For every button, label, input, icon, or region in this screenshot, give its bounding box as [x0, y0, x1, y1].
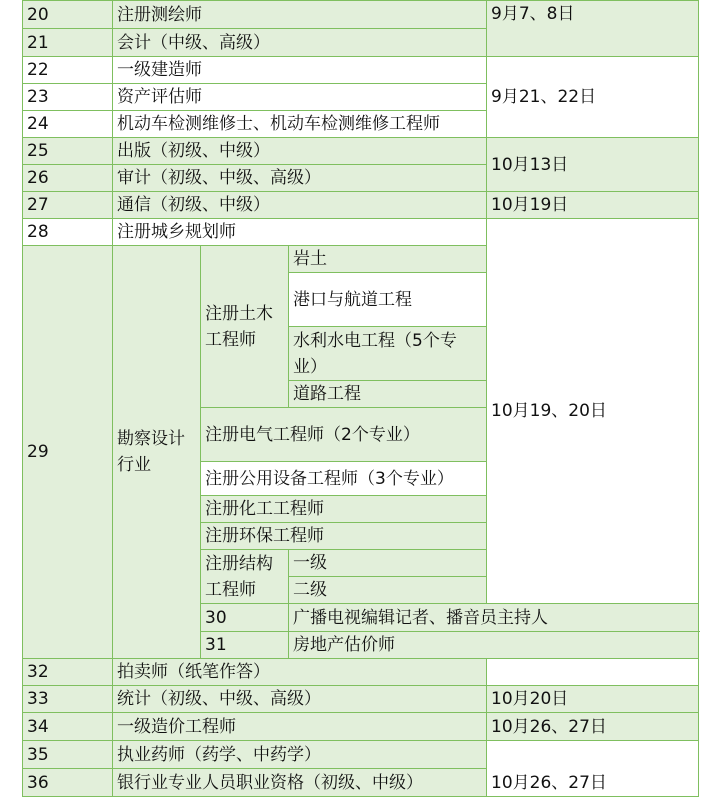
exam-name: 机动车检测维修士、机动车检测维修工程师 [113, 111, 487, 138]
sub-category-name: 注册化工工程师 [201, 496, 487, 523]
exam-name: 执业药师（药学、中药学） [113, 741, 487, 769]
row-number: 33 [23, 686, 113, 713]
table-row [23, 659, 699, 686]
row-number: 23 [23, 84, 113, 111]
exam-name: 通信（初级、中级） [113, 192, 487, 219]
specialty-name: 一级 [289, 550, 487, 577]
row-number: 32 [23, 659, 113, 686]
row-number: 28 [23, 219, 113, 246]
row-number: 25 [23, 138, 113, 165]
exam-date: 10月20日 [487, 686, 699, 713]
exam-date: 10月19、20日 [487, 219, 699, 604]
exam-name: 出版（初级、中级） [113, 138, 487, 165]
row-number: 34 [23, 713, 113, 741]
exam-date: 10月26、27日 [487, 713, 699, 741]
exam-name: 广播电视编辑记者、播音员主持人 [289, 604, 699, 632]
row-number: 31 [201, 632, 289, 659]
exam-name: 房地产估价师 [289, 632, 699, 659]
row-number: 24 [23, 111, 113, 138]
sub-category-name: 注册公用设备工程师（3个专业） [201, 462, 487, 496]
exam-date: 9月7、8日 [487, 1, 699, 57]
table-row [23, 219, 699, 246]
sub-category-name: 注册环保工程师 [201, 523, 487, 550]
table-row [23, 1, 699, 29]
exam-name: 资产评估师 [113, 84, 487, 111]
row-number: 29 [23, 246, 113, 659]
sub-category-name: 注册结构工程师 [201, 550, 289, 604]
row-number: 21 [23, 29, 113, 57]
specialty-name: 岩土 [289, 246, 487, 273]
exam-date: 10月19日 [487, 192, 699, 219]
exam-date: 10月13日 [487, 138, 699, 192]
table-row [23, 138, 699, 165]
row-number: 36 [23, 769, 113, 797]
exam-name: 审计（初级、中级、高级） [113, 165, 487, 192]
exam-name: 银行业专业人员职业资格（初级、中级） [113, 769, 487, 797]
specialty-name: 二级 [289, 577, 487, 604]
sub-category-name: 注册土木工程师 [201, 246, 289, 408]
row-number: 22 [23, 57, 113, 84]
row-number: 20 [23, 1, 113, 29]
row-number: 35 [23, 741, 113, 769]
exam-name: 注册测绘师 [113, 1, 487, 29]
category-name: 勘察设计行业 [113, 246, 201, 659]
table-row [23, 192, 699, 219]
row-number: 26 [23, 165, 113, 192]
exam-name: 一级建造师 [113, 57, 487, 84]
specialty-name: 道路工程 [289, 381, 487, 408]
exam-name: 一级造价工程师 [113, 713, 487, 741]
specialty-name: 水利水电工程（5个专业） [289, 327, 487, 381]
exam-date: 9月21、22日 [487, 57, 699, 138]
table-row [23, 686, 699, 713]
sub-category-name: 注册电气工程师（2个专业） [201, 408, 487, 462]
exam-name: 拍卖师（纸笔作答） [113, 659, 487, 686]
table-row [23, 741, 699, 769]
table-row [23, 57, 699, 84]
exam-schedule-table [22, 0, 699, 797]
exam-date: 10月26、27日 [487, 741, 699, 797]
specialty-name: 港口与航道工程 [289, 273, 487, 327]
exam-name: 统计（初级、中级、高级） [113, 686, 487, 713]
exam-name: 会计（中级、高级） [113, 29, 487, 57]
exam-name: 注册城乡规划师 [113, 219, 487, 246]
row-number: 27 [23, 192, 113, 219]
row-number: 30 [201, 604, 289, 632]
table-row [23, 713, 699, 741]
